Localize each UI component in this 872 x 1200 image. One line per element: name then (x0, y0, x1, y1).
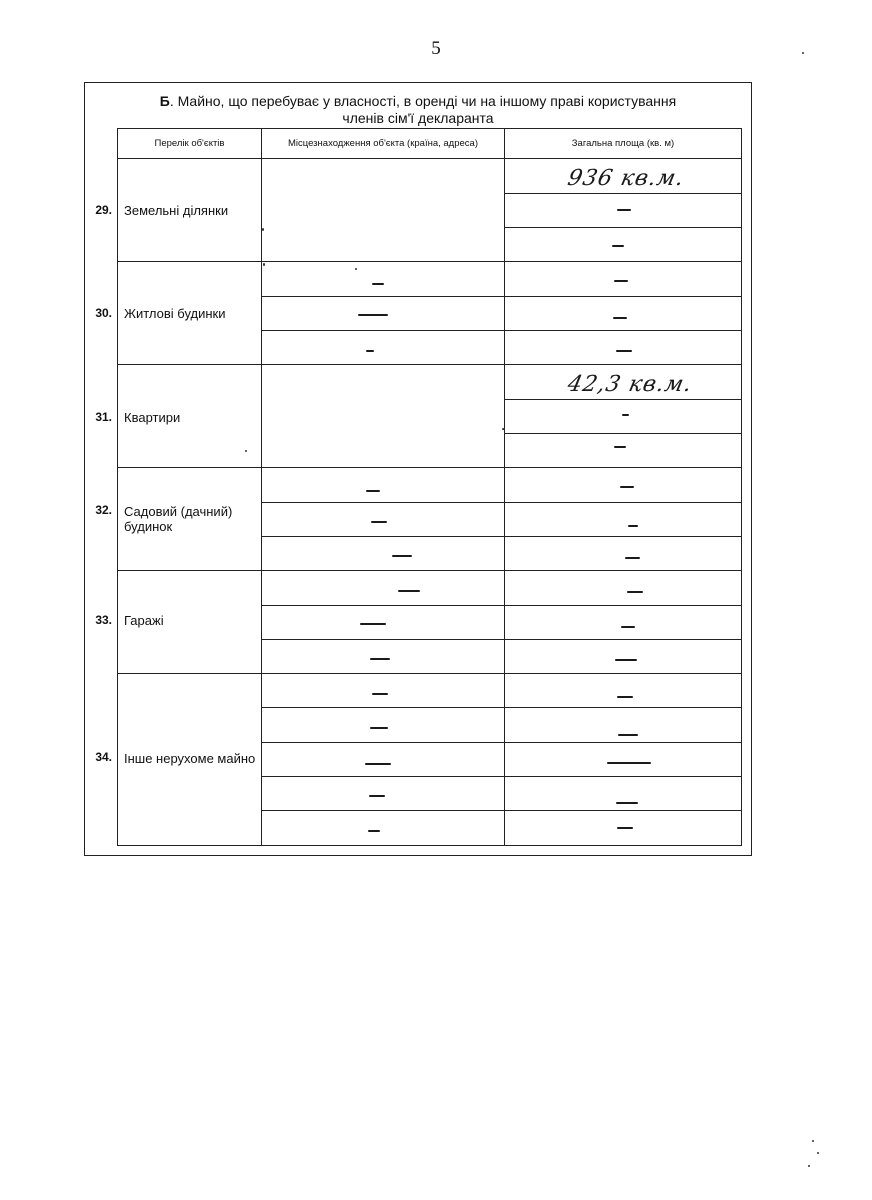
subrow-separator (261, 810, 742, 811)
row-number: 31. (95, 410, 112, 424)
handwritten-dash (370, 727, 388, 729)
row-number: 29. (95, 203, 112, 217)
section-title (84, 93, 752, 127)
declaration-frame (84, 82, 752, 856)
handwritten-dash (371, 521, 387, 523)
column-header-objects: Перелік об'єктів (154, 137, 225, 149)
handwritten-dash (365, 763, 391, 765)
subrow-separator-area (504, 193, 742, 194)
row-separator (117, 467, 742, 468)
subrow-separator-area (504, 227, 742, 228)
handwritten-dash (617, 696, 633, 698)
subrow-separator (261, 707, 742, 708)
table-right-border (741, 128, 742, 846)
section-title-line2: членів сім'ї декларанта (342, 110, 494, 126)
scan-speck (812, 1140, 814, 1142)
row-label-land: Земельні ділянки (124, 203, 229, 218)
scan-speck (245, 450, 247, 452)
row-label-apartments: Квартири (124, 410, 181, 425)
row-separator (117, 570, 742, 571)
page-number: 5 (431, 38, 441, 59)
row-number: 33. (95, 613, 112, 627)
row-number: 30. (95, 306, 112, 320)
scan-speck (263, 263, 265, 266)
scan-speck (817, 1152, 819, 1154)
scan-speck (355, 268, 357, 270)
handwritten-dash (372, 283, 384, 285)
section-title-line1: . Майно, що перебуває у власності, в оренді чи на іншому праві користування (169, 93, 677, 109)
handwritten-dash (372, 693, 388, 695)
row-label-summer-house: Садовий (дачний) будинок (124, 504, 233, 534)
row-label-other-property: Інше нерухоме майно (124, 751, 256, 766)
handwritten-dash (621, 626, 635, 628)
handwritten-dash (625, 557, 640, 559)
scan-speck (808, 1165, 810, 1167)
row-label-houses: Житлові будинки (124, 306, 226, 321)
subrow-separator (261, 296, 742, 297)
handwritten-dash (358, 314, 388, 316)
column-divider-objects (261, 128, 262, 846)
row-separator (117, 364, 742, 365)
table-bottom-border (117, 845, 742, 846)
column-header-area: Загальна площа (кв. м) (571, 137, 675, 149)
handwritten-dash (616, 350, 632, 352)
subrow-separator (261, 605, 742, 606)
handwritten-dash (615, 659, 637, 661)
subrow-separator (261, 776, 742, 777)
handwritten-dash (607, 762, 651, 764)
row-separator (117, 261, 742, 262)
column-header-location: Місцезнаходження об'єкта (країна, адреса) (288, 137, 478, 149)
handwritten-dash (612, 245, 624, 247)
row-separator (117, 673, 742, 674)
handwritten-area-apartment: 42,3 кв.м. (565, 372, 695, 397)
row-number: 34. (95, 750, 112, 764)
subrow-separator (261, 742, 742, 743)
handwritten-dash (618, 734, 638, 736)
handwritten-dash (614, 446, 626, 448)
subrow-separator (261, 536, 742, 537)
handwritten-dash (628, 525, 638, 527)
handwritten-dash (620, 486, 634, 488)
row-label-garages: Гаражі (124, 613, 164, 628)
subrow-separator (261, 330, 742, 331)
handwritten-dash (366, 350, 374, 352)
handwritten-dash (617, 209, 631, 211)
handwritten-dash (370, 658, 390, 660)
handwritten-dash (398, 590, 420, 592)
handwritten-dash (617, 827, 633, 829)
handwritten-dash (622, 414, 629, 416)
handwritten-dash (369, 795, 385, 797)
table-left-border (117, 128, 118, 846)
handwritten-dash (627, 591, 643, 593)
handwritten-dash (360, 623, 386, 625)
scan-speck (262, 228, 264, 231)
column-divider-location (504, 128, 505, 846)
subrow-separator-area (504, 399, 742, 400)
subrow-separator (261, 502, 742, 503)
handwritten-dash (616, 802, 638, 804)
row-number: 32. (95, 503, 112, 517)
header-bottom-border (117, 158, 742, 159)
subrow-separator-area (504, 433, 742, 434)
handwritten-dash (614, 280, 628, 282)
scan-speck (502, 428, 505, 430)
handwritten-dash (368, 830, 380, 832)
handwritten-dash (392, 555, 412, 557)
scan-speck (802, 52, 804, 54)
handwritten-dash (366, 490, 380, 492)
handwritten-dash (613, 317, 627, 319)
section-letter: Б (159, 93, 170, 109)
subrow-separator (261, 639, 742, 640)
handwritten-area-land: 936 кв.м. (565, 166, 687, 191)
